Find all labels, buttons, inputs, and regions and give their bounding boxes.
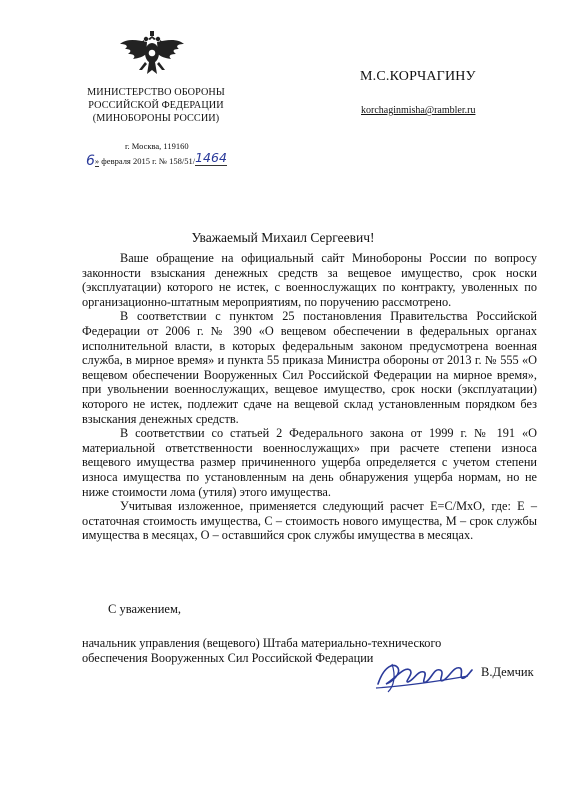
date-month-year: февраля 2015 г. № [101,156,167,166]
handwritten-registration-number: 1464 [195,150,227,165]
body-paragraph: Ваше обращение на официальный сайт Минобороны России по вопросу законности взыскания денежных средств за вещевое имущество, срок носки (эксплуатации) которого не истек, с военнослужащих по контракту, уволенных по организационно-штатным мероприятиям, по поручению рассмотрено. [82,251,537,309]
date-quote: » [94,156,100,166]
sender-city-address: г. Москва, 119160 [125,141,189,151]
double-headed-eagle-emblem [117,30,187,80]
body-paragraph: В соответствии со статьей 2 Федерального закона от 1999 г. № 191 «О материальной ответственности военнослужащих» при расчете степени износа вещевого имущества размер причиненного ущерба определяется с учетом степени износа имущества по установленным на день обнаружения ущерба нормам, но не ниже стоимости лома (утиля) этого имущества. [82,426,537,499]
ministry-name-line: РОССИЙСКОЙ ФЕДЕРАЦИИ [88,100,224,111]
salutation: Уважаемый Михаил Сергеевич! [191,230,375,245]
addressee-email: korchaginmisha@rambler.ru [361,105,476,116]
handwritten-signature [374,658,474,694]
body-paragraph: В соответствии с пунктом 25 постановления Правительства Российской Федерации от 2006 г. № 390 «О вещевом обеспечении в федеральных органах исполнительной власти, в которых федеральным законом предусмотрена военная служба, в мирное время» и пункта 55 приказа Министра обороны от 2013 г. № 555 «О вещевом обеспечении Вооруженных Сил Российской Федерации на мирное время», при увольнении военнослужащих, вещевое имущество, срок носки (эксплуатации) которого не истек, подлежит сдаче на вещевой склад установленным порядком без взыскания денежных средств. [82,309,537,426]
signer-name: В.Демчик [481,665,534,679]
body-paragraph: Учитывая изложенное, применяется следующий расчет Е=С/МхО, где: Е – остаточная стоимость имущества, С – стоимость нового имущества, М – срок службы имущества в месяцах, О – оставшийся срок службы имущества в месяцах. [82,499,537,543]
signer-position-line: начальник управления (вещевого) Штаба материально-технического [82,636,442,650]
closing-regards: С уважением, [108,602,181,616]
handwritten-date-day: 6 [86,153,95,169]
letter-body [82,251,537,543]
addressee-name: М.С.КОРЧАГИНУ [360,69,476,84]
ministry-name-line: (МИНОБОРОНЫ РОССИИ) [92,113,220,124]
ministry-header [82,86,230,125]
date-and-number-line [86,152,227,170]
ministry-name-line: МИНИСТЕРСТВО ОБОРОНЫ [87,87,225,98]
registration-prefix: 158/51/ [169,156,196,166]
signer-position-line: обеспечения Вооруженных Сил Российской Федерации [82,650,374,665]
